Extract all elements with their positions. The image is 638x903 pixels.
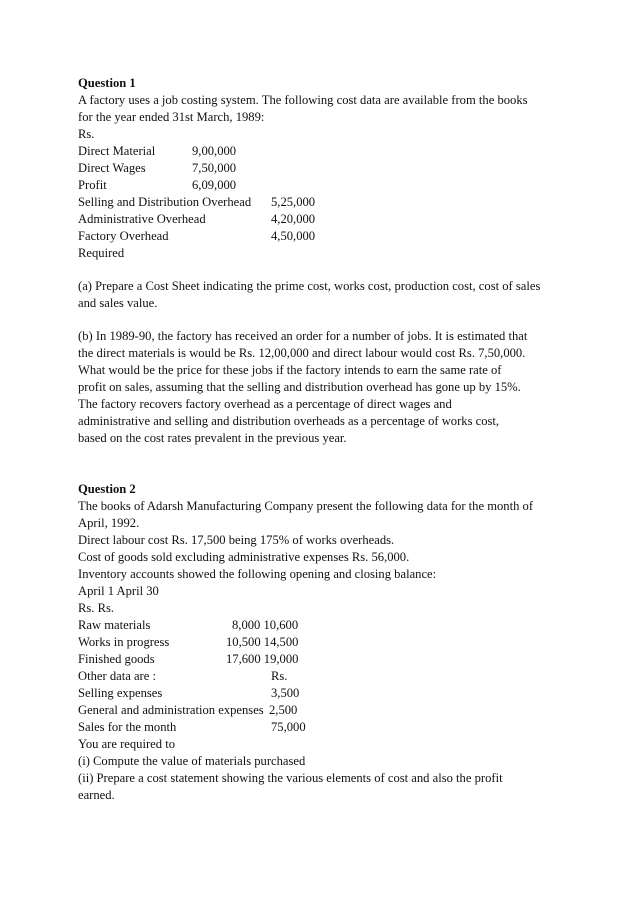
q1-intro-line: for the year ended 31st March, 1989: bbox=[78, 110, 265, 124]
q2-closing-line: earned. bbox=[78, 788, 115, 802]
q1-overhead-row bbox=[78, 194, 578, 211]
q1-part-b-line: (b) In 1989-90, the factory has received an order for a number of jobs. It is estimated that bbox=[78, 329, 528, 343]
document-page bbox=[78, 75, 578, 804]
q1-unit-label: Rs. bbox=[78, 127, 95, 141]
q2-intro-line: The books of Adarsh Manufacturing Company present the following data for the month of bbox=[78, 499, 534, 513]
overhead-value: 5,25,000 bbox=[271, 195, 316, 209]
cost-label: Profit bbox=[78, 178, 107, 192]
question-2-title: Question 2 bbox=[78, 482, 136, 496]
q1-cost-row bbox=[78, 143, 578, 160]
q2-inventory-row bbox=[78, 617, 578, 634]
other-value: 2,500 bbox=[269, 703, 298, 717]
q2-closing-line: (ii) Prepare a cost statement showing the various elements of cost and also the profit bbox=[78, 771, 503, 785]
cost-label: Direct Wages bbox=[78, 161, 146, 175]
q1-part-a-line: and sales value. bbox=[78, 296, 158, 310]
q2-other-row bbox=[78, 702, 578, 719]
q2-inventory-row bbox=[78, 634, 578, 651]
q1-overhead-row bbox=[78, 228, 578, 245]
q2-inventory-row bbox=[78, 651, 578, 668]
q2-other-row bbox=[78, 685, 578, 702]
overhead-value: 4,20,000 bbox=[271, 212, 316, 226]
inventory-label: Finished goods bbox=[78, 652, 155, 666]
cost-value: 7,50,000 bbox=[192, 161, 237, 175]
q2-intro-line: Direct labour cost Rs. 17,500 being 175% of works overheads. bbox=[78, 533, 395, 547]
inventory-values: 8,000 10,600 bbox=[232, 618, 299, 632]
q1-overhead-row bbox=[78, 211, 578, 228]
inventory-values: 10,500 14,500 bbox=[226, 635, 299, 649]
q1-cost-row bbox=[78, 160, 578, 177]
q1-part-b-line: administrative and selling and distribution overheads as a percentage of works cost, bbox=[78, 414, 500, 428]
q2-other-row bbox=[78, 668, 578, 685]
q1-part-b-line: The factory recovers factory overhead as a percentage of direct wages and bbox=[78, 397, 452, 411]
q2-intro-line: Rs. Rs. bbox=[78, 601, 115, 615]
q1-part-b-line: based on the cost rates prevalent in the previous year. bbox=[78, 431, 347, 445]
cost-value: 9,00,000 bbox=[192, 144, 237, 158]
q2-other-row bbox=[78, 719, 578, 736]
inventory-label: Raw materials bbox=[78, 618, 151, 632]
inventory-values: 17,600 19,000 bbox=[226, 652, 299, 666]
q2-intro-line: April, 1992. bbox=[78, 516, 140, 530]
q1-part-b-line: What would be the price for these jobs if the factory intends to earn the same rate of bbox=[78, 363, 502, 377]
q2-intro-line: April 1 April 30 bbox=[78, 584, 159, 598]
overhead-label: Administrative Overhead bbox=[78, 212, 206, 226]
other-value: 75,000 bbox=[271, 720, 306, 734]
other-label: General and administration expenses bbox=[78, 703, 264, 717]
q2-closing-line: (i) Compute the value of materials purchased bbox=[78, 754, 306, 768]
other-label: Other data are : bbox=[78, 669, 156, 683]
other-value: Rs. bbox=[271, 669, 288, 683]
q1-part-a-line: (a) Prepare a Cost Sheet indicating the prime cost, works cost, production cost, cost of sales bbox=[78, 279, 541, 293]
q2-intro-line: Cost of goods sold excluding administrative expenses Rs. 56,000. bbox=[78, 550, 410, 564]
q1-cost-row bbox=[78, 177, 578, 194]
overhead-value: 4,50,000 bbox=[271, 229, 316, 243]
inventory-label: Works in progress bbox=[78, 635, 170, 649]
other-value: 3,500 bbox=[271, 686, 300, 700]
overhead-label: Selling and Distribution Overhead bbox=[78, 195, 252, 209]
q1-intro-line: A factory uses a job costing system. The following cost data are available from the books bbox=[78, 93, 528, 107]
question-1-title: Question 1 bbox=[78, 76, 136, 90]
q1-part-b-line: profit on sales, assuming that the selling and distribution overhead has gone up by 15%. bbox=[78, 380, 521, 394]
other-label: Selling expenses bbox=[78, 686, 163, 700]
overhead-label: Factory Overhead bbox=[78, 229, 169, 243]
cost-label: Direct Material bbox=[78, 144, 156, 158]
q2-closing-line: You are required to bbox=[78, 737, 175, 751]
q2-intro-line: Inventory accounts showed the following opening and closing balance: bbox=[78, 567, 437, 581]
cost-value: 6,09,000 bbox=[192, 178, 237, 192]
other-label: Sales for the month bbox=[78, 720, 177, 734]
q1-part-b-line: the direct materials is would be Rs. 12,00,000 and direct labour would cost Rs. 7,50,000. bbox=[78, 346, 526, 360]
q1-required-label: Required bbox=[78, 246, 125, 260]
